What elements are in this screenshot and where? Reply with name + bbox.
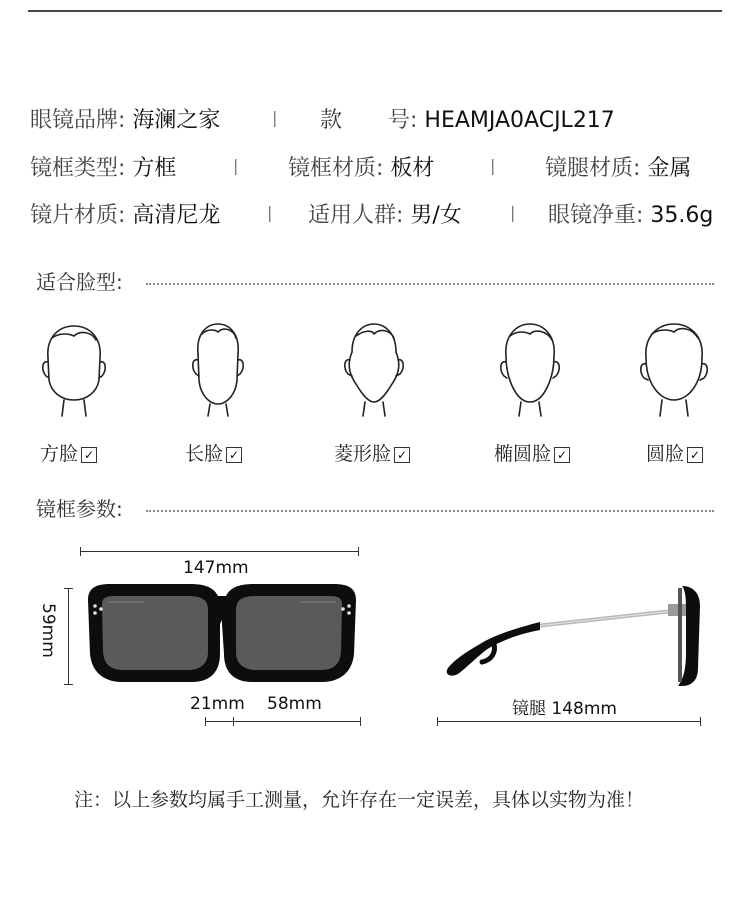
separator: |: [272, 108, 278, 127]
separator: |: [233, 156, 239, 175]
face-label-text: 菱形脸: [334, 443, 392, 465]
dimension-tick: [360, 717, 361, 726]
checkbox-checked-icon: ✓: [394, 447, 410, 463]
diamond-face-icon: [334, 318, 414, 418]
spec-lens-material: [30, 198, 220, 229]
measurement-note: 注：以上参数均属手工测量，允许存在一定误差，具体以实物为准！: [74, 789, 645, 811]
bridge-lens-line: [205, 721, 360, 722]
face-label-text: 圆脸: [646, 443, 685, 465]
temple-material-value: 金属: [647, 156, 692, 181]
dimension-tick: [358, 547, 359, 556]
dimension-tick: [64, 684, 73, 685]
face-label-text: 方脸: [40, 443, 79, 465]
spec-frame-material: [288, 151, 434, 182]
brand-label: 眼镜品牌:: [30, 108, 126, 133]
separator: |: [267, 203, 273, 222]
checkbox-checked-icon: ✓: [226, 447, 242, 463]
frame-section-title: 镜框参数:: [36, 497, 123, 521]
dimension-tick: [700, 717, 701, 726]
top-divider: [28, 10, 722, 12]
lens-material-value: 高清尼龙: [132, 203, 221, 228]
audience-label: 适用人群:: [308, 203, 404, 228]
separator: |: [510, 203, 516, 222]
face-section-title: 适合脸型:: [36, 270, 123, 294]
lens-width-value: 58mm: [267, 694, 322, 714]
round-face-icon: [634, 318, 714, 418]
frame-type-value: 方框: [132, 156, 177, 181]
brand-value: 海澜之家: [132, 108, 221, 133]
temple-label: 镜腿: [512, 699, 546, 719]
spec-weight: [548, 198, 713, 229]
dimension-tick: [233, 717, 234, 726]
total-width-line: [80, 551, 358, 552]
weight-value: 35.6g: [650, 203, 714, 228]
model-value: HEAMJA0ACJL217: [424, 108, 615, 133]
temple-material-label: 镜腿材质:: [545, 156, 641, 181]
separator: |: [490, 156, 496, 175]
face-label-round: [646, 439, 703, 466]
total-width-value: 147mm: [183, 558, 249, 578]
temple-length-value: 148mm: [551, 699, 617, 719]
temple-dimension: [512, 694, 617, 719]
spec-model: [388, 103, 615, 134]
lens-material-label: 镜片材质:: [30, 203, 126, 228]
glasses-front-image: [84, 580, 360, 690]
dotted-divider: [146, 510, 714, 512]
temple-length-line: [437, 721, 700, 722]
oval-face-icon: [490, 318, 570, 418]
checkbox-checked-icon: ✓: [81, 447, 97, 463]
frame-material-label: 镜框材质:: [288, 156, 384, 181]
long-face-icon: [178, 318, 258, 418]
face-label-oval: [494, 439, 570, 466]
face-label-text: 长脸: [185, 443, 224, 465]
model-label-1: 款: [320, 108, 343, 133]
spec-temple-material: [545, 151, 691, 182]
spec-brand: [30, 103, 220, 134]
height-line: [68, 588, 69, 684]
checkbox-checked-icon: ✓: [554, 447, 570, 463]
face-label-diamond: [334, 439, 410, 466]
spec-frame-type: [30, 151, 176, 182]
spec-audience: [308, 198, 462, 229]
model-label-2: 号:: [388, 108, 418, 133]
frame-type-label: 镜框类型:: [30, 156, 126, 181]
face-label-square: [40, 439, 97, 466]
face-label-text: 椭圆脸: [494, 443, 552, 465]
square-face-icon: [34, 318, 114, 418]
bridge-value: 21mm: [190, 694, 245, 714]
checkbox-checked-icon: ✓: [687, 447, 703, 463]
face-label-long: [185, 439, 242, 466]
audience-value: 男/女: [410, 203, 462, 228]
dotted-divider: [146, 283, 714, 285]
weight-label: 眼镜净重:: [548, 203, 644, 228]
frame-material-value: 板材: [390, 156, 435, 181]
glasses-side-image: [436, 582, 706, 688]
height-value: 59mm: [38, 603, 58, 658]
